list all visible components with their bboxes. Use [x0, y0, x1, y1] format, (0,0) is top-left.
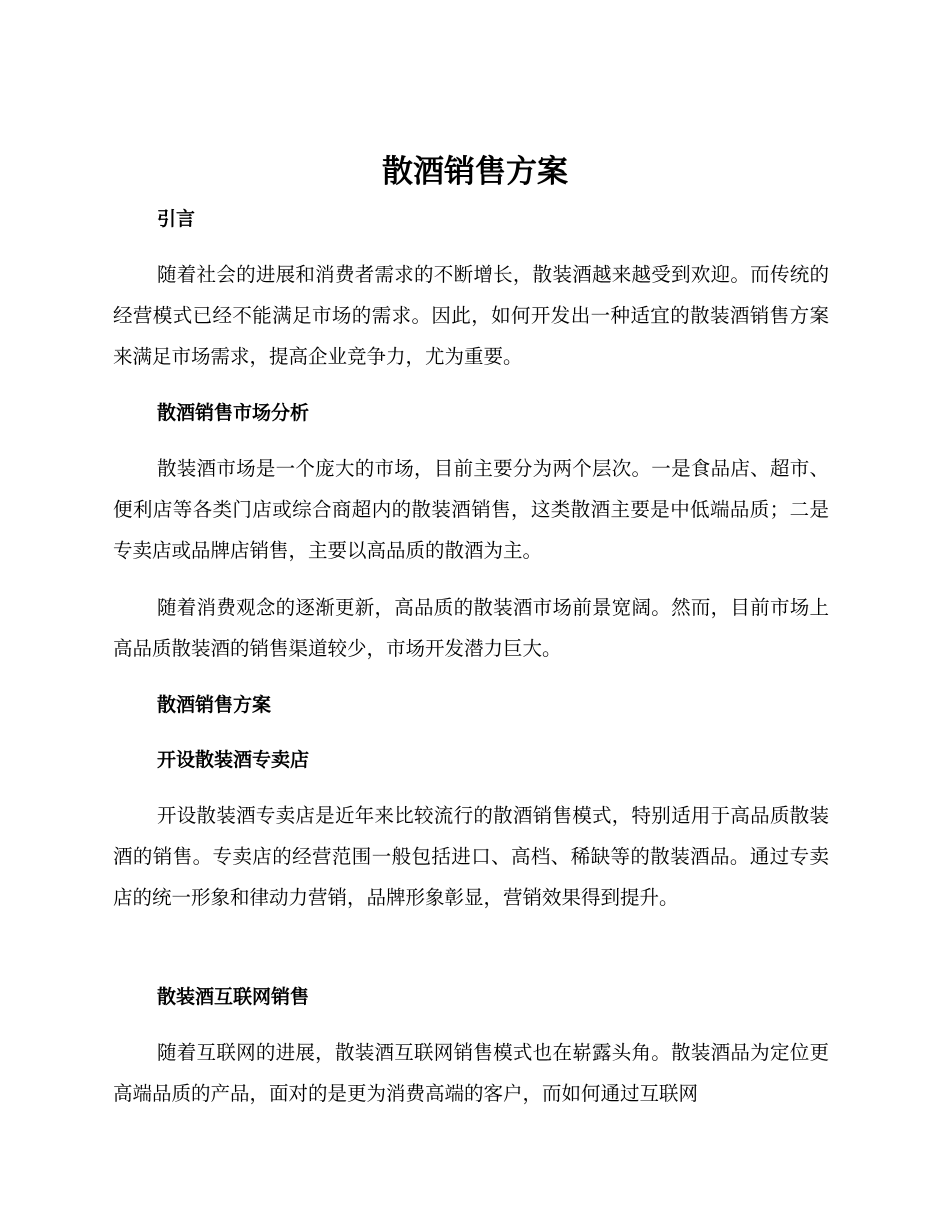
intro-heading: 引言 [157, 208, 196, 230]
internet-sales-heading: 散装酒互联网销售 [157, 986, 310, 1008]
specialty-store-paragraph: 开设散装酒专卖店是近年来比较流行的散酒销售模式，特别适用于高品质散装酒的销售。专卖店的经营范围一般包括进口、高档、稀缺等的散装酒品。通过专卖店的统一形象和律动力营销，品牌形象彰显，营销效果得到提升。 [113, 804, 829, 909]
market-analysis-paragraph-2: 随着消费观念的逐渐更新，高品质的散装酒市场前景宽阔。然而，目前市场上高品质散装酒的销售渠道较少，市场开发潜力巨大。 [113, 596, 829, 660]
internet-sales-paragraph: 随着互联网的进展，散装酒互联网销售模式也在崭露头角。散装酒品为定位更高端品质的产品，面对的是更为消费高端的客户，而如何通过互联网 [113, 1041, 829, 1105]
document-title: 散酒销售方案 [382, 154, 568, 190]
market-analysis-paragraph-1: 散装酒市场是一个庞大的市场，目前主要分为两个层次。一是食品店、超市、便利店等各类门店或综合商超内的散装酒销售，这类散酒主要是中低端品质；二是专卖店或品牌店销售，主要以高品质的散酒为主。 [113, 457, 829, 562]
market-analysis-heading: 散酒销售市场分析 [157, 402, 310, 424]
intro-paragraph: 随着社会的进展和消费者需求的不断增长，散装酒越来越受到欢迎。而传统的经营模式已经不能满足市场的需求。因此，如何开发出一种适宜的散装酒销售方案来满足市场需求，提高企业竞争力，尤为重要。 [113, 263, 829, 368]
sales-plan-heading: 散酒销售方案 [157, 694, 272, 716]
specialty-store-heading: 开设散装酒专卖店 [157, 749, 310, 771]
